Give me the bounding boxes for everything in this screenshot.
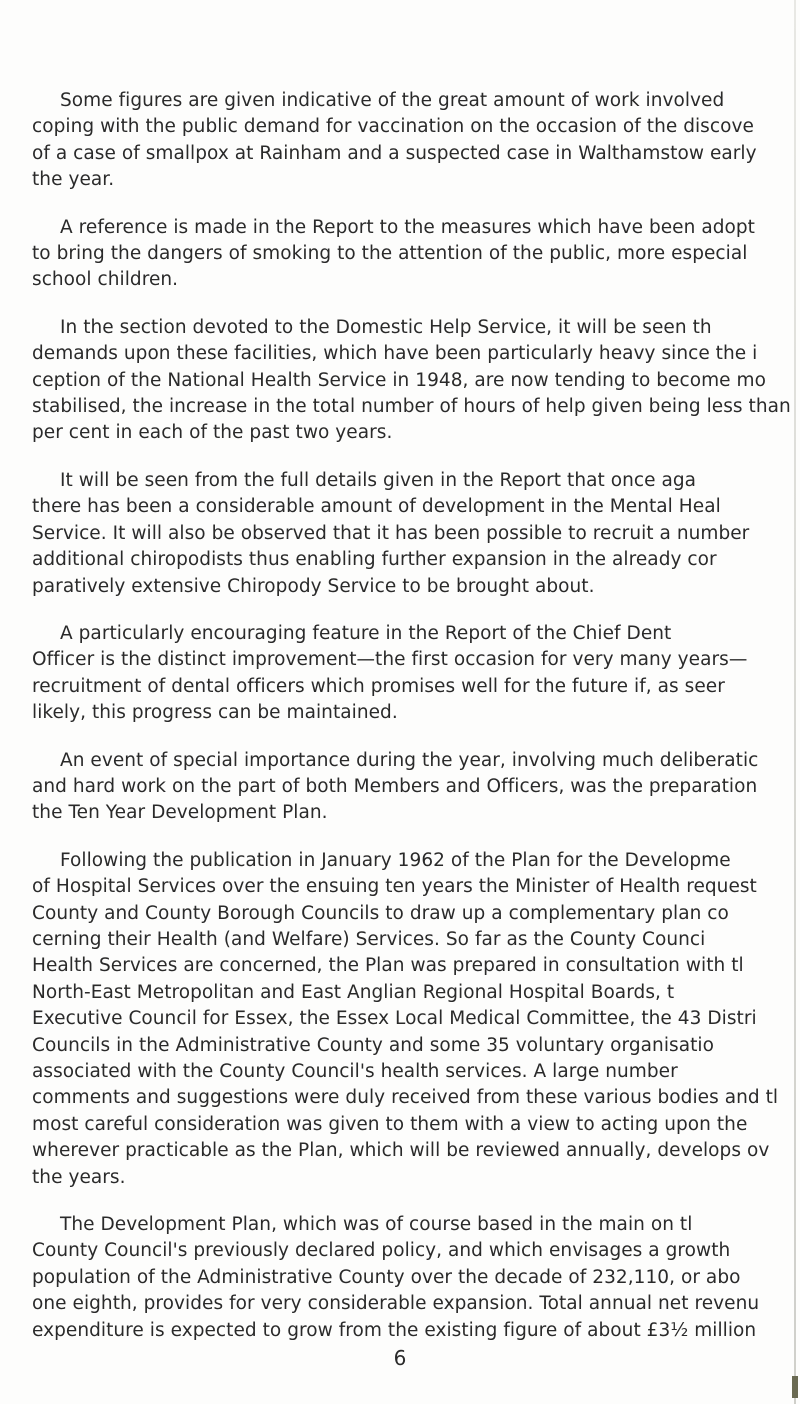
text-line: [32, 494, 792, 520]
text-line: [32, 1291, 792, 1317]
paragraph-7: [32, 848, 792, 1191]
page-edge-shadow: [794, 0, 796, 1404]
line-text: one eighth, provides for very considerable expansion. Total annual net revenu: [32, 1293, 760, 1315]
text-line: [32, 267, 792, 293]
paragraph-8: [32, 1212, 792, 1344]
line-text: to bring the dangers of smoking to the attention of the public, more especial: [32, 243, 748, 265]
line-text: stabilised, the increase in the total number of hours of help given being less than: [32, 396, 791, 418]
line-text: An event of special importance during the year, involving much deliberatic: [60, 749, 759, 771]
line-text: County Council's previously declared policy, and which envisages a growth: [32, 1240, 731, 1262]
line-text: of Hospital Services over the ensuing ten years the Minister of Health request: [32, 876, 757, 898]
text-line: [32, 315, 792, 341]
line-text: and hard work on the part of both Members and Officers, was the preparation: [32, 775, 758, 797]
report-body: [32, 88, 792, 1365]
text-line: [32, 1212, 792, 1238]
text-line: [32, 215, 792, 241]
text-line: [32, 420, 792, 446]
paragraph-1: [32, 88, 792, 194]
text-line: [32, 647, 792, 673]
line-text: In the section devoted to the Domestic Help Service, it will be seen th: [60, 316, 712, 338]
line-text: Health Services are concerned, the Plan was prepared in consultation with tl: [32, 955, 744, 977]
text-line: [32, 394, 792, 420]
text-line: [32, 88, 792, 114]
text-line: [32, 700, 792, 726]
line-text: ception of the National Health Service in 1948, are now tending to become mo: [32, 369, 766, 391]
text-line: [32, 674, 792, 700]
text-line: [32, 468, 792, 494]
line-text: Executive Council for Essex, the Essex Local Medical Committee, the 43 Distri: [32, 1008, 757, 1030]
text-line: [32, 748, 792, 774]
text-line: [32, 927, 792, 953]
line-text: wherever practicable as the Plan, which will be reviewed annually, develops ov: [32, 1140, 770, 1162]
line-text: Service. It will also be observed that it has been possible to recruit a number: [32, 522, 750, 544]
line-text: population of the Administrative County over the decade of 232,110, or abo: [32, 1266, 741, 1288]
line-text: North-East Metropolitan and East Anglian Regional Hospital Boards, t: [32, 981, 675, 1003]
text-line: [32, 547, 792, 573]
line-text: the year.: [32, 169, 115, 191]
text-line: [32, 368, 792, 394]
line-text: The Development Plan, which was of course based in the main on tl: [60, 1214, 693, 1236]
text-line: [32, 1238, 792, 1264]
paragraph-4: [32, 468, 792, 600]
line-text: cerning their Health (and Welfare) Services. So far as the County Counci: [32, 928, 706, 950]
text-line: [32, 901, 792, 927]
line-text: A particularly encouraging feature in the Report of the Chief Dent: [60, 622, 672, 644]
line-text: there has been a considerable amount of development in the Mental Heal: [32, 496, 721, 518]
line-text: recruitment of dental officers which promises well for the future if, as seer: [32, 675, 725, 697]
paragraph-3: [32, 315, 792, 447]
line-text: the Ten Year Development Plan.: [32, 802, 328, 824]
text-line: [32, 1059, 792, 1085]
line-text: paratively extensive Chiropody Service to be brought about.: [32, 575, 595, 597]
text-line: [32, 341, 792, 367]
line-text: Officer is the distinct improvement—the first occasion for very many years—: [32, 649, 748, 671]
text-line: [32, 621, 792, 647]
line-text: County and County Borough Councils to draw up a complementary plan co: [32, 902, 729, 924]
text-line: [32, 114, 792, 140]
text-line: [32, 774, 792, 800]
text-line: [32, 141, 792, 167]
text-line: [32, 1112, 792, 1138]
text-line: [32, 521, 792, 547]
line-text: school children.: [32, 269, 179, 291]
page-number: 6: [393, 1346, 407, 1370]
line-text: comments and suggestions were duly received from these various bodies and tl: [32, 1087, 779, 1109]
text-line: [32, 800, 792, 826]
text-line: [32, 1165, 792, 1191]
paragraph-2: [32, 215, 792, 294]
line-text: A reference is made in the Report to the measures which have been adopt: [60, 216, 755, 238]
text-line: [32, 1085, 792, 1111]
text-line: [32, 980, 792, 1006]
line-text: additional chiropodists thus enabling further expansion in the already cor: [32, 549, 717, 571]
line-text: Some figures are given indicative of the great amount of work involved: [60, 90, 725, 111]
paragraph-5: [32, 621, 792, 727]
text-line: [32, 574, 792, 600]
text-line: [32, 874, 792, 900]
line-text: Councils in the Administrative County and some 35 voluntary organisatio: [32, 1034, 714, 1056]
text-line: [32, 848, 792, 874]
line-text: Following the publication in January 1962 of the Plan for the Developme: [60, 849, 731, 871]
line-text: the years.: [32, 1166, 126, 1188]
line-text: It will be seen from the full details given in the Report that once aga: [60, 469, 697, 491]
line-text: expenditure is expected to grow from the existing figure of about £3½ million: [32, 1319, 757, 1341]
text-line: [32, 1006, 792, 1032]
binding-mark: [792, 1376, 798, 1398]
line-text: coping with the public demand for vaccination on the occasion of the discove: [32, 116, 754, 138]
text-line: [32, 953, 792, 979]
line-text: of a case of smallpox at Rainham and a suspected case in Walthamstow early: [32, 142, 757, 164]
text-line: [32, 1138, 792, 1164]
line-text: likely, this progress can be maintained.: [32, 702, 398, 724]
line-text: per cent in each of the past two years.: [32, 422, 393, 444]
line-text: most careful consideration was given to them with a view to acting upon the: [32, 1113, 748, 1135]
text-line: [32, 167, 792, 193]
line-text: demands upon these facilities, which have been particularly heavy since the i: [32, 343, 758, 365]
line-text: associated with the County Council's health services. A large number: [32, 1061, 678, 1082]
paragraph-6: [32, 748, 792, 827]
text-line: [32, 1033, 792, 1059]
text-line: [32, 1318, 792, 1344]
text-line: [32, 241, 792, 267]
text-line: [32, 1265, 792, 1291]
